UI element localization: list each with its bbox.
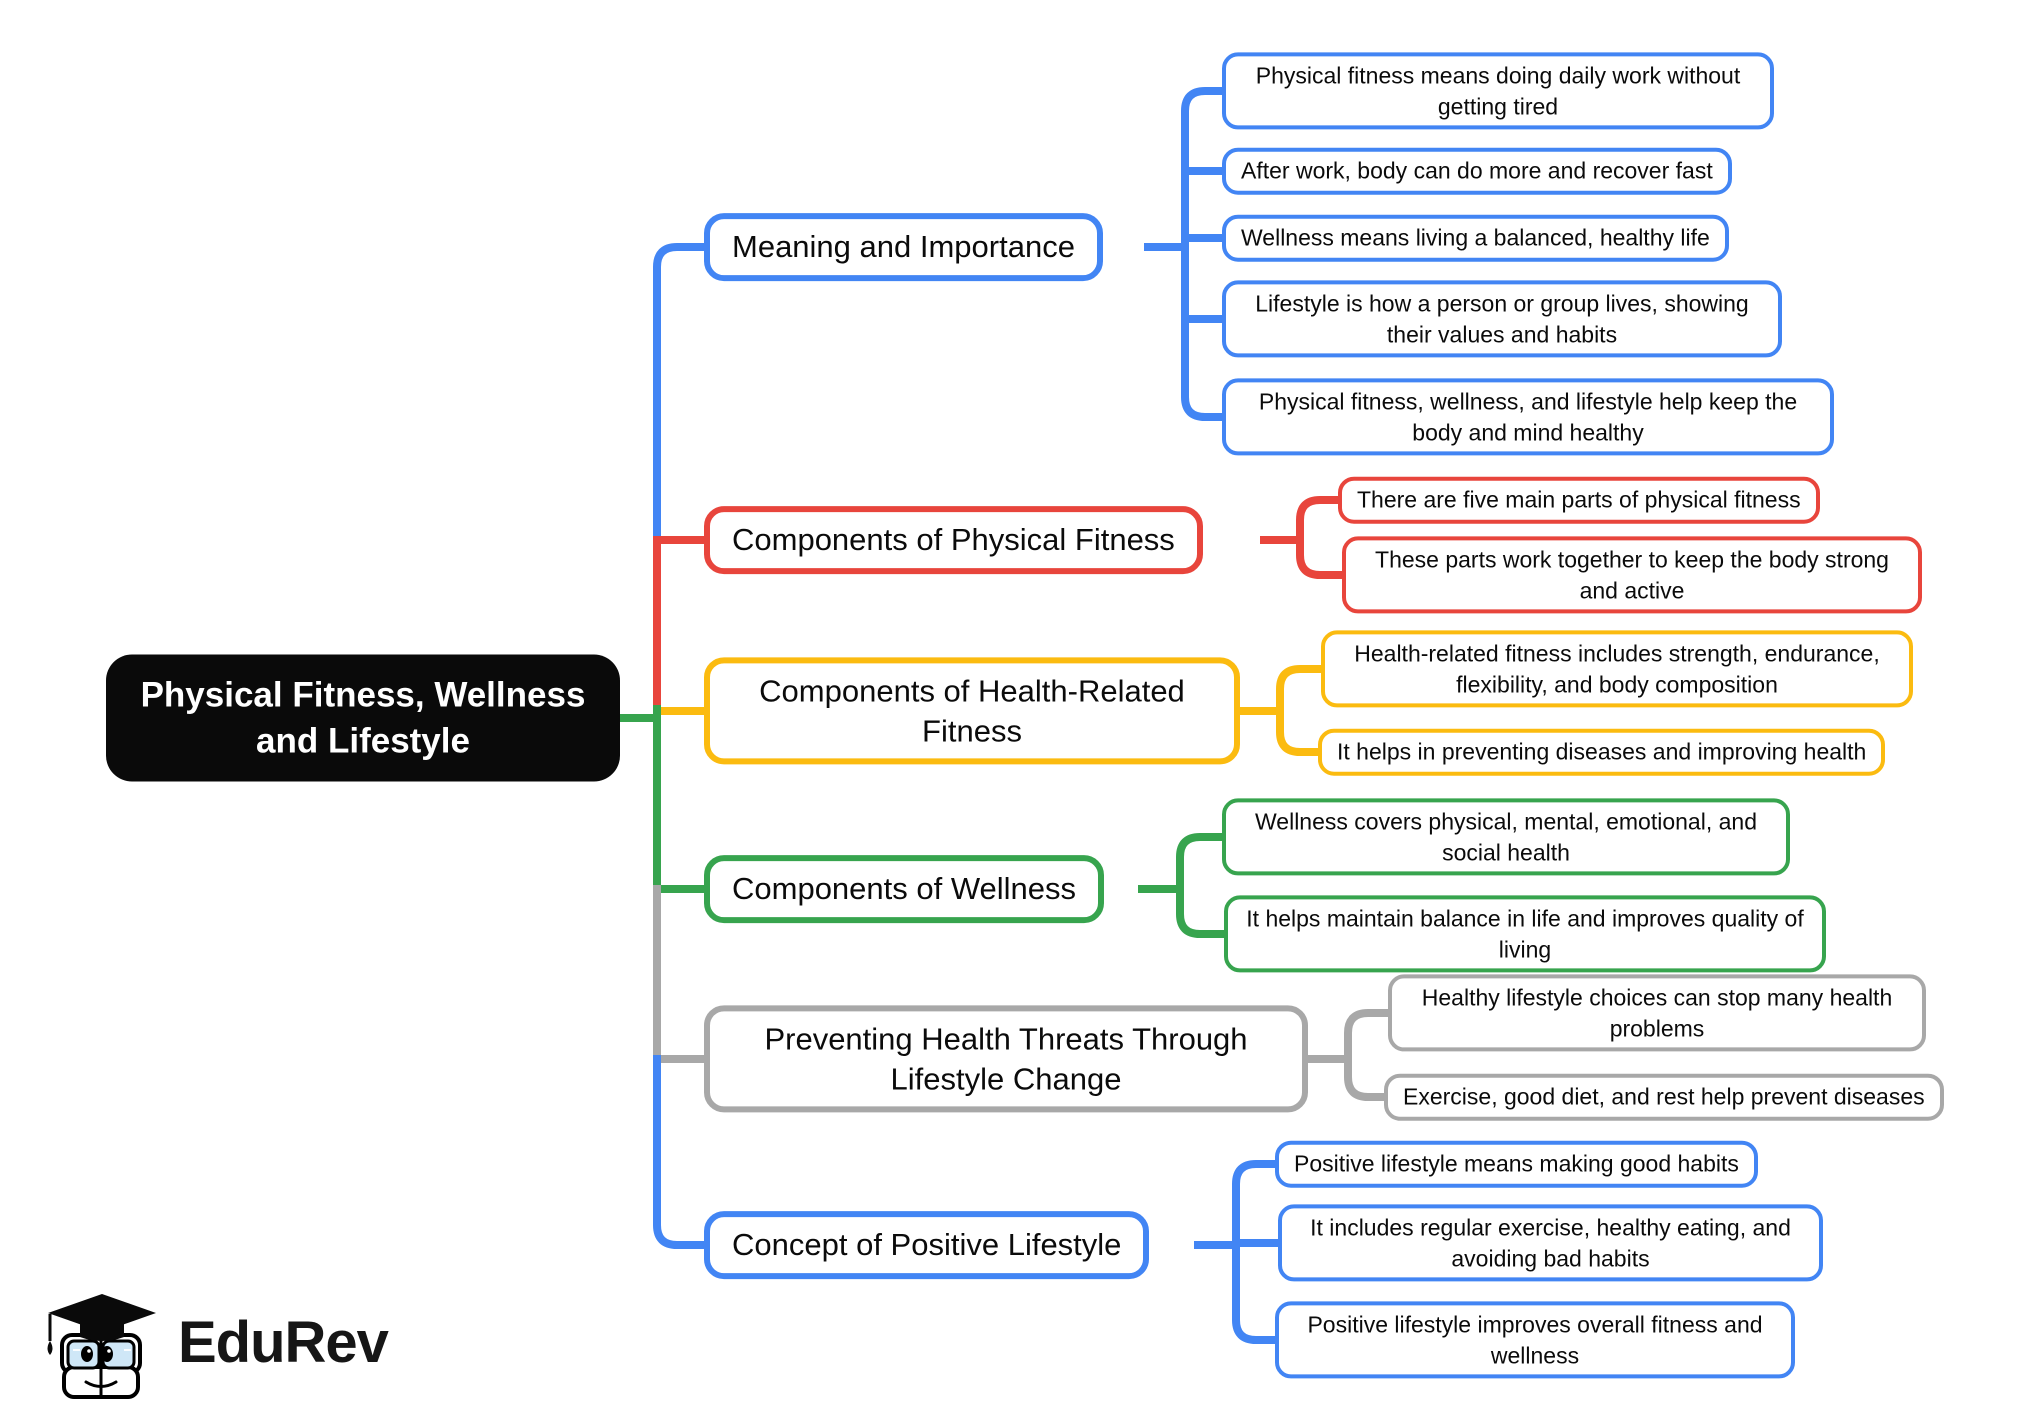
edurev-brand-text: EduRev (178, 1309, 388, 1375)
connector-trunk-blue-bottom (657, 1055, 704, 1245)
connector-trunk-green (612, 705, 704, 893)
edurev-logo (40, 1283, 388, 1401)
leaf-node: Wellness covers physical, mental, emotional, and social health (1222, 798, 1790, 875)
connector-trunk-blue-top (657, 247, 704, 544)
branch-node-meaning-importance: Meaning and Importance (704, 213, 1103, 281)
leaf-node: Physical fitness, wellness, and lifestyle help keep the body and mind healthy (1222, 378, 1834, 455)
connector-branch-4-leaves (1138, 837, 1224, 934)
leaf-node: There are five main parts of physical fitness (1338, 477, 1820, 524)
leaf-node: Wellness means living a balanced, healthy life (1222, 215, 1729, 262)
leaf-node: Exercise, good diet, and rest help prevent diseases (1384, 1074, 1944, 1121)
branch-node-components-wellness: Components of Wellness (704, 855, 1104, 923)
branch-node-concept-positive-lifestyle: Concept of Positive Lifestyle (704, 1211, 1149, 1279)
connector-branch-1-leaves (1144, 91, 1222, 417)
branch-node-preventing-health-threats: Preventing Health Threats Through Lifestyle Change (704, 1005, 1308, 1112)
leaf-node: Healthy lifestyle choices can stop many health problems (1388, 974, 1926, 1051)
leaf-node: These parts work together to keep the body strong and active (1342, 536, 1922, 613)
edurev-mascot-icon (40, 1283, 162, 1401)
connector-branch-3-leaves (1240, 669, 1321, 752)
connector-trunk-gray (653, 885, 704, 1063)
connector-branch-6-leaves (1194, 1164, 1280, 1340)
leaf-node: After work, body can do more and recover fast (1222, 148, 1732, 195)
branch-node-components-physical-fitness: Components of Physical Fitness (704, 506, 1203, 574)
connector-branch-5-leaves (1308, 1013, 1388, 1097)
leaf-node: Positive lifestyle means making good habits (1275, 1141, 1758, 1188)
leaf-node: Positive lifestyle improves overall fitness and wellness (1275, 1301, 1795, 1378)
branch-node-components-health-related-fitness: Components of Health-Related Fitness (704, 657, 1240, 764)
leaf-node: It helps in preventing diseases and improving health (1318, 729, 1885, 776)
leaf-node: Lifestyle is how a person or group lives, showing their values and habits (1222, 280, 1782, 357)
leaf-node: Physical fitness means doing daily work without getting tired (1222, 52, 1774, 129)
root-node: Physical Fitness, Wellness and Lifestyle (106, 655, 620, 782)
connector-branch-2-leaves (1260, 500, 1342, 575)
leaf-node: It includes regular exercise, healthy eating, and avoiding bad habits (1278, 1204, 1823, 1281)
leaf-node: Health-related fitness includes strength, endurance, flexibility, and body composition (1321, 630, 1913, 707)
leaf-node: It helps maintain balance in life and improves quality of living (1224, 895, 1826, 972)
connector-trunk-red (657, 536, 704, 707)
